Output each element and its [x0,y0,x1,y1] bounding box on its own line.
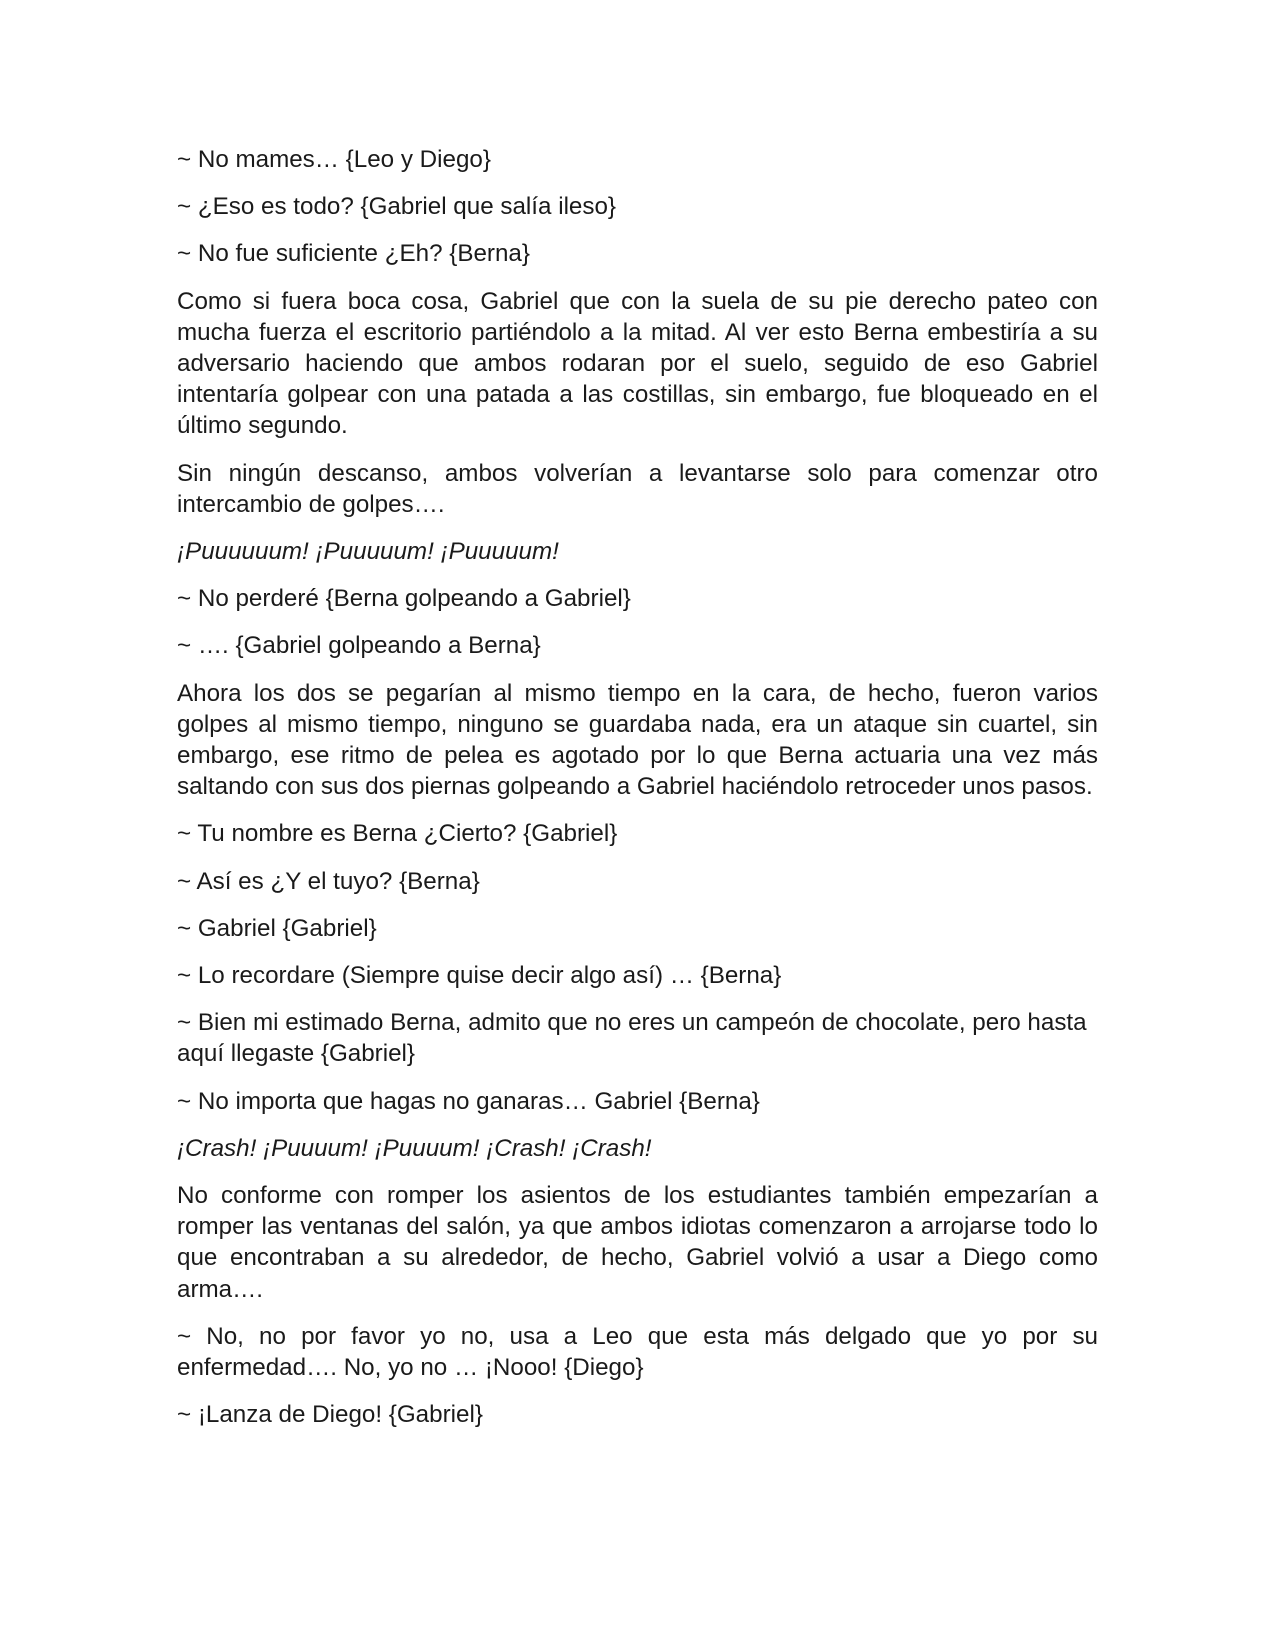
dialogue-line: ~ ¿Eso es todo? {Gabriel que salía ileso} [177,193,617,221]
narrative-paragraph: Como si fuera boca cosa, Gabriel que con la suela de su pie derecho pateo con mucha fuerza el escritorio partiéndolo a la mitad. Al ver esto Berna embestiría a su adversario haciendo que ambos rodaran por el suelo, seguido de eso Gabriel intentaría golpear con una patada a las costillas, sin embargo, fue bloqueado en el último segundo. [177,287,1098,440]
dialogue-line: ~ Así es ¿Y el tuyo? {Berna} [177,867,480,895]
sound-effect-line: ¡Puuuuuum! ¡Puuuuum! ¡Puuuuum! [177,538,559,566]
dialogue-line: ~ ¡Lanza de Diego! {Gabriel} [177,1401,483,1429]
dialogue-line: ~ No mames… {Leo y Diego} [177,146,491,173]
dialogue-line: ~ Tu nombre es Berna ¿Cierto? {Gabriel} [177,820,618,848]
dialogue-line: ~ No perderé {Berna golpeando a Gabriel} [177,585,631,613]
dialogue-line: ~ Bien mi estimado Berna, admito que no eres un campeón de chocolate, pero hasta aquí llegaste {Gabriel} [177,1009,1087,1068]
dialogue-line: ~ …. {Gabriel golpeando a Berna} [177,632,541,660]
narrative-paragraph: Sin ningún descanso, ambos volverían a levantarse solo para comenzar otro intercambio de golpes…. [177,459,1098,518]
page-body [177,144,1098,1447]
dialogue-line: ~ No, no por favor yo no, usa a Leo que esta más delgado que yo por su enfermedad…. No, yo no … ¡Nooo! {Diego} [177,1322,1098,1382]
narrative-paragraph: Ahora los dos se pegarían al mismo tiempo en la cara, de hecho, fueron varios golpes al mismo tiempo, ninguno se guardaba nada, era un ataque sin cuartel, sin embargo, ese ritmo de pelea es agotado por lo que Berna actuaria una vez más saltando con sus dos piernas golpeando a Gabriel haciéndolo retroceder unos pasos. [177,679,1098,801]
dialogue-line: ~ Lo recordare (Siempre quise decir algo así) … {Berna} [177,962,782,990]
narrative-paragraph: No conforme con romper los asientos de los estudiantes también empezarían a romper las ventanas del salón, ya que ambos idiotas comenzaron a arrojarse todo lo que encontraban a su alrededor, de hecho, Gabriel volvió a usar a Diego como arma…. [177,1182,1098,1303]
sound-effect-line: ¡Crash! ¡Puuuum! ¡Puuuum! ¡Crash! ¡Crash! [177,1134,652,1162]
dialogue-line: ~ No fue suficiente ¿Eh? {Berna} [177,240,530,268]
dialogue-line: ~ Gabriel {Gabriel} [177,914,377,942]
dialogue-line: ~ No importa que hagas no ganaras… Gabriel {Berna} [177,1087,760,1115]
